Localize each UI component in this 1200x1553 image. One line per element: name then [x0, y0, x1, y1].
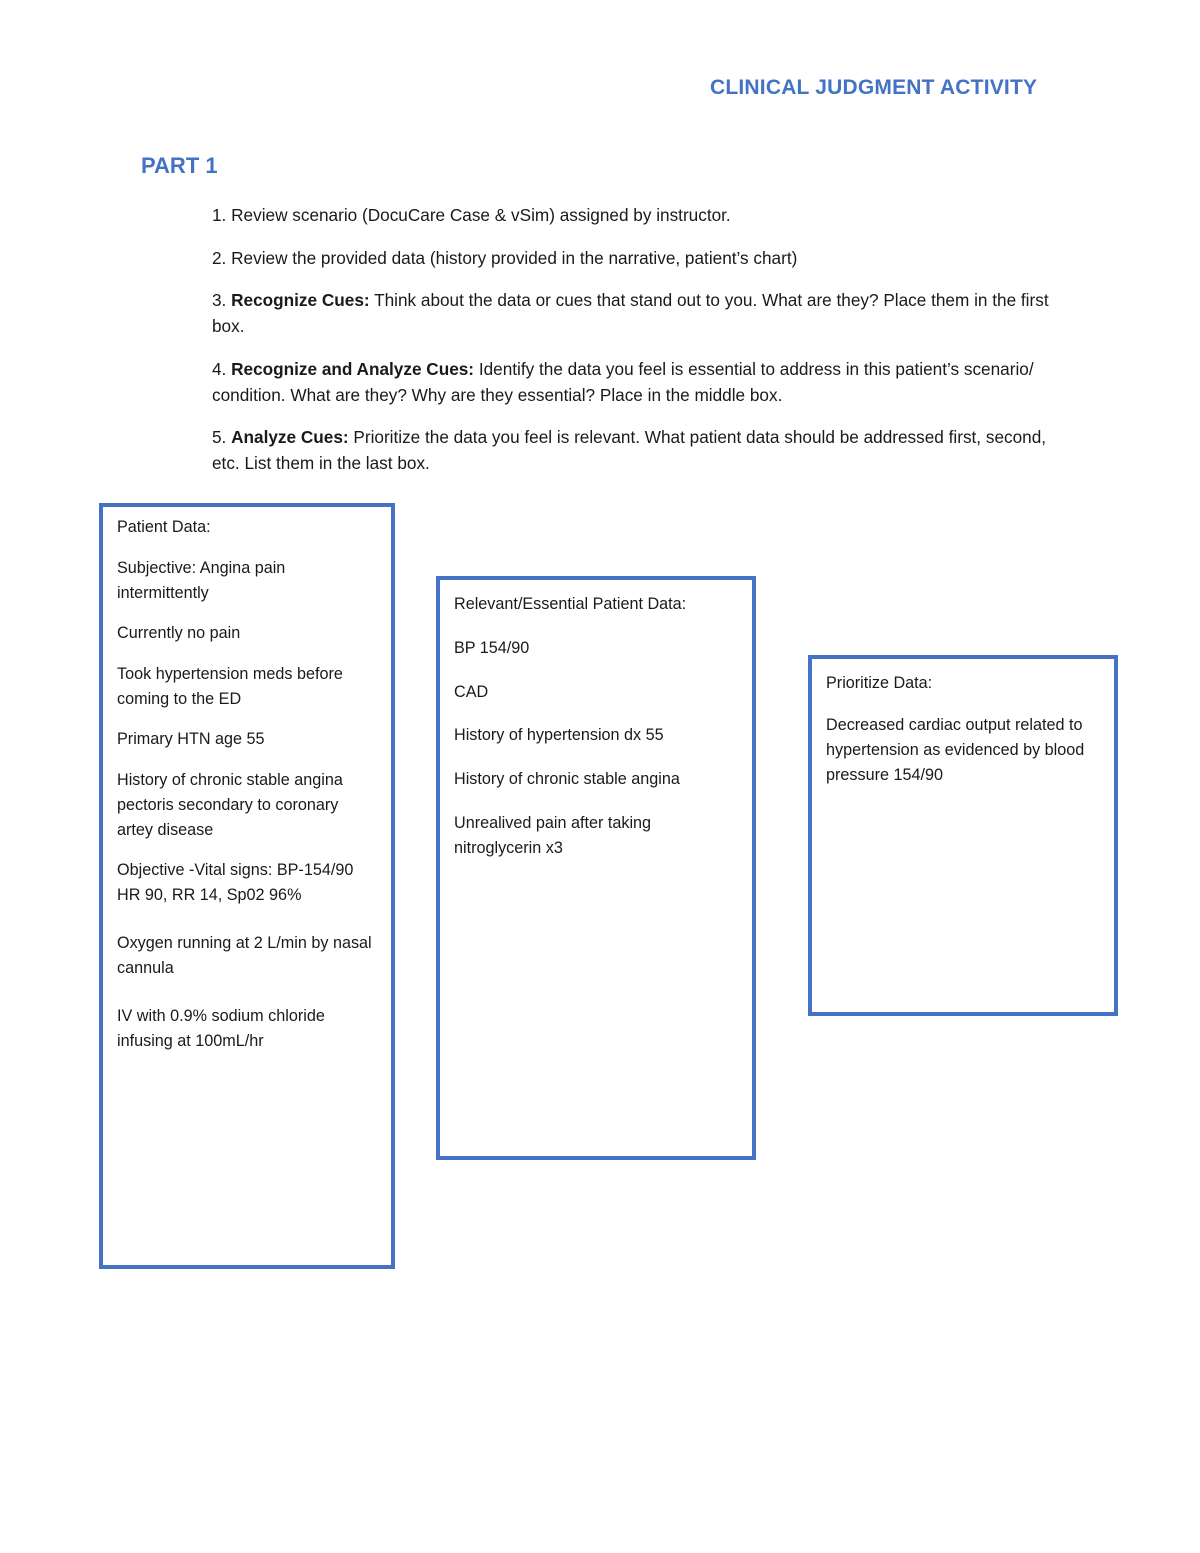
patient-data-item: Took hypertension meds before coming to the ED [117, 664, 343, 708]
patient-data-item: Primary HTN age 55 [117, 730, 265, 748]
instruction-cue: Analyze Cues: [231, 427, 349, 447]
patient-data-item: Oxygen running at 2 L/min by nasal cannula [117, 934, 372, 977]
instruction-item [212, 245, 1072, 271]
instruction-text: Prioritize the data you feel is relevant. What patient data should be addressed first, second, etc. List them in the last box. [212, 427, 1047, 473]
prioritize-data-heading: Prioritize Data: [826, 674, 933, 692]
prioritize-data-item: Decreased cardiac output related to hypertension as evidenced by blood pressure 154/90 [826, 716, 1085, 784]
instruction-item [212, 202, 1072, 228]
patient-data-heading: Patient Data: [117, 518, 211, 536]
patient-data-item: Objective -Vital signs: BP-154/90 HR 90, RR 14, Sp02 96% [117, 861, 354, 904]
instruction-number: 3. [212, 290, 227, 310]
instruction-text: Review scenario (DocuCare Case & vSim) assigned by instructor. [231, 205, 731, 225]
relevant-data-item: Unrealived pain after taking nitroglycerin x3 [454, 813, 652, 857]
patient-data-item: Currently no pain [117, 624, 241, 642]
relevant-data-item: History of chronic stable angina [454, 770, 680, 789]
document-title: CLINICAL JUDGMENT ACTIVITY [710, 76, 1038, 99]
instruction-item [212, 356, 1072, 408]
instruction-text: Review the provided data (history provided in the narrative, patient’s chart) [231, 247, 798, 268]
instruction-item [212, 424, 1072, 476]
instruction-item [212, 287, 1072, 339]
patient-data-item: History of chronic stable angina pectoris secondary to coronary artey disease [117, 770, 343, 839]
instruction-text: Think about the data or cues that stand out to you. What are they? Place them in the first box. [212, 290, 1049, 336]
instruction-text: Identify the data you feel is essential to address in this patient’s scenario/ condition. What are they? Why are they essential? Place in the middle box. [212, 358, 1034, 405]
relevant-data-item: BP 154/90 [454, 638, 530, 657]
patient-data-item: Subjective: Angina pain intermittently [117, 558, 286, 602]
part-heading: PART 1 [141, 153, 218, 178]
instruction-number: 4. [212, 358, 227, 379]
instruction-cue: Recognize Cues: [231, 290, 370, 310]
prioritize-data-box [808, 655, 1118, 1016]
instruction-number: 5. [212, 427, 227, 447]
instruction-list [212, 202, 1072, 493]
relevant-data-item: History of hypertension dx 55 [454, 726, 664, 745]
instruction-number: 1. [212, 205, 227, 225]
relevant-data-heading: Relevant/Essential Patient Data: [454, 595, 687, 613]
instruction-number: 2. [212, 247, 227, 268]
patient-data-box [99, 503, 395, 1269]
relevant-data-item: CAD [454, 682, 489, 701]
patient-data-item: IV with 0.9% sodium chloride infusing at 100mL/hr [117, 1007, 325, 1050]
instruction-cue: Recognize and Analyze Cues: [231, 358, 475, 379]
relevant-data-box [436, 576, 756, 1160]
